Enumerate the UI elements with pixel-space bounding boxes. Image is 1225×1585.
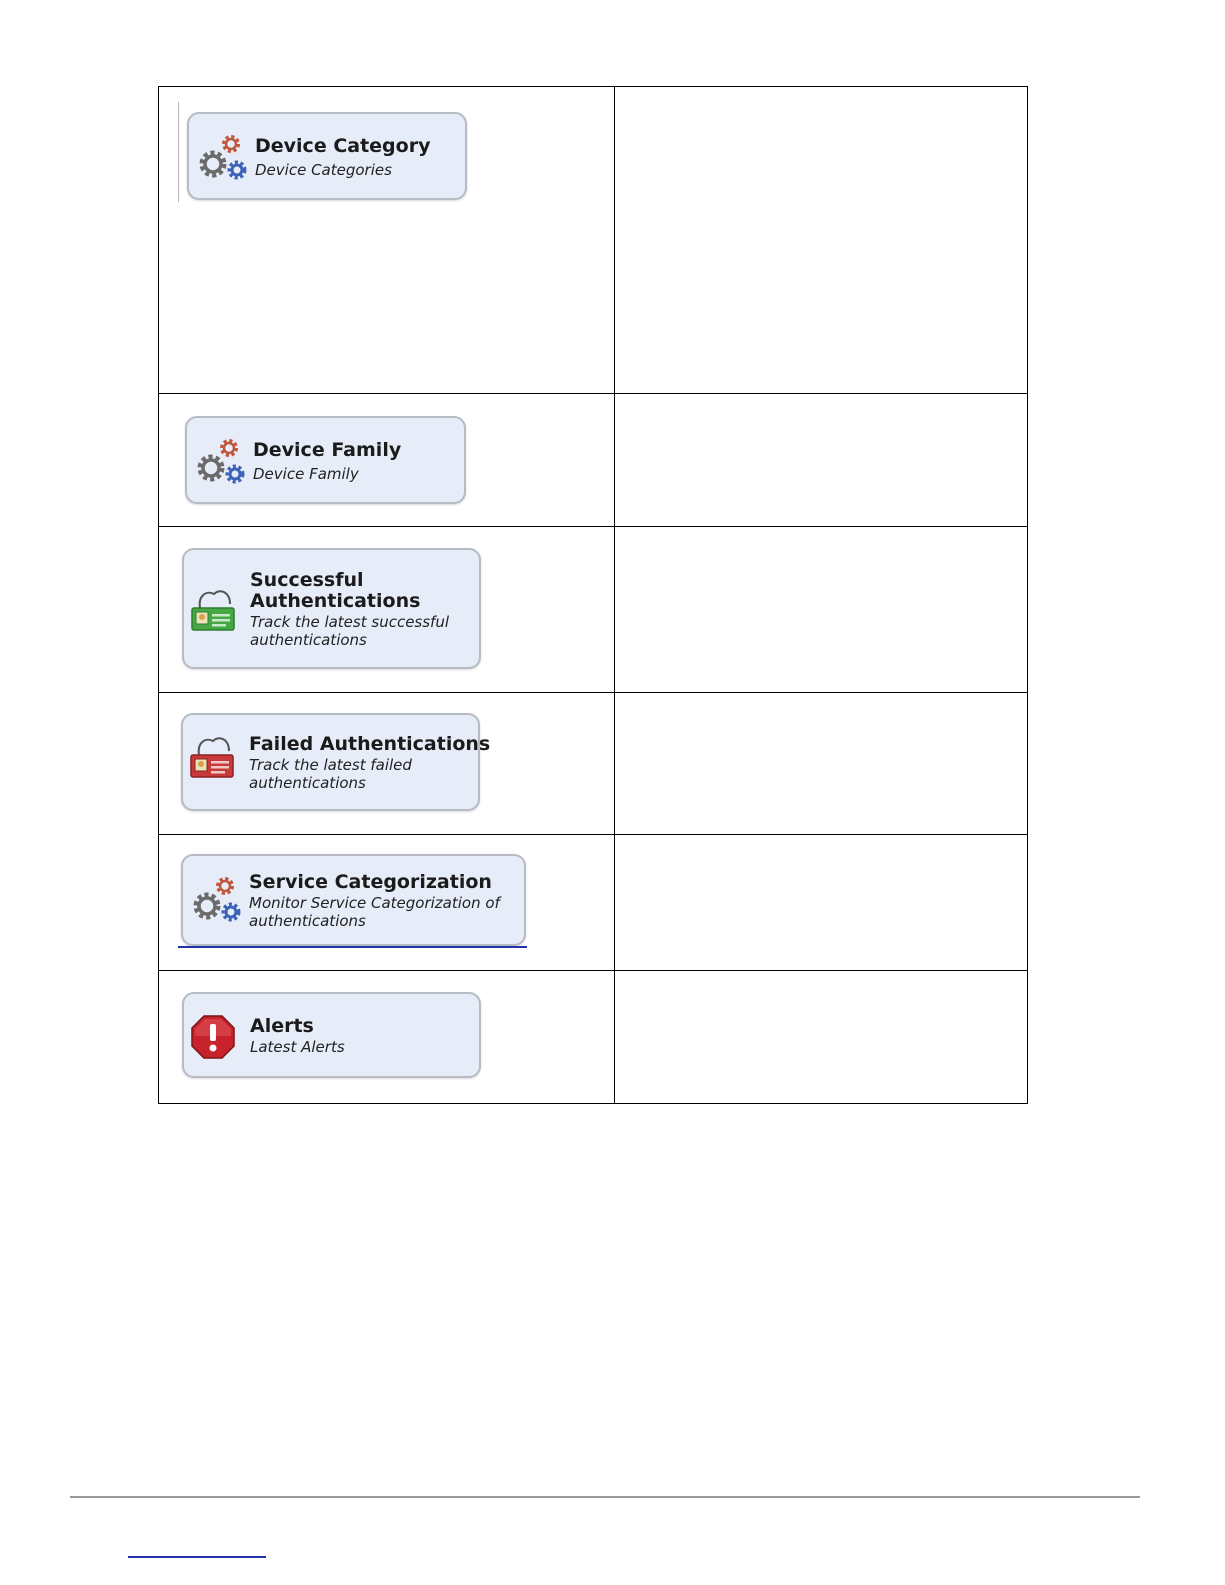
tile-subtitle: Latest Alerts [250, 1038, 345, 1056]
table-row [159, 87, 1027, 394]
id-card-red-icon [189, 733, 239, 785]
tile-subtitle: Device Categories [255, 161, 392, 179]
alert-icon [190, 1014, 236, 1064]
tile-subtitle: Device Family [253, 465, 359, 483]
table-row [159, 971, 1027, 1103]
gears-icon [193, 432, 249, 494]
tile-device-category[interactable] [187, 112, 467, 200]
table-row [159, 527, 1027, 693]
table-row [159, 835, 1027, 971]
tile-title: Service Categorization [249, 871, 492, 893]
table-row [159, 394, 1027, 527]
link-underline [178, 946, 527, 948]
gears-icon [189, 870, 245, 932]
tile-service-categorization[interactable] [181, 854, 526, 946]
tile-failed-authentications[interactable] [181, 713, 491, 811]
tile-subtitle: Monitor Service Categorization of authentications [249, 894, 500, 930]
tile-title: Failed Authentications [249, 733, 491, 755]
tile-successful-authentications[interactable] [182, 548, 481, 669]
tile-subtitle: Track the latest successful authentications [250, 613, 450, 649]
table-row [159, 693, 1027, 835]
tile-subtitle: Track the latest failed authentications [249, 756, 412, 792]
tile-title: Alerts [250, 1015, 314, 1037]
tile-title: Device Family [253, 439, 402, 461]
tile-device-family[interactable] [185, 416, 466, 504]
footer-rule [70, 1496, 1140, 1498]
gears-icon [195, 128, 251, 190]
id-card-green-icon [190, 586, 240, 638]
footer-link[interactable] [128, 1556, 266, 1558]
widget-table [158, 86, 1028, 1104]
tile-title: Successful Authentications [250, 569, 421, 612]
tile-alerts[interactable] [182, 992, 481, 1078]
tile-title: Device Category [255, 135, 431, 157]
